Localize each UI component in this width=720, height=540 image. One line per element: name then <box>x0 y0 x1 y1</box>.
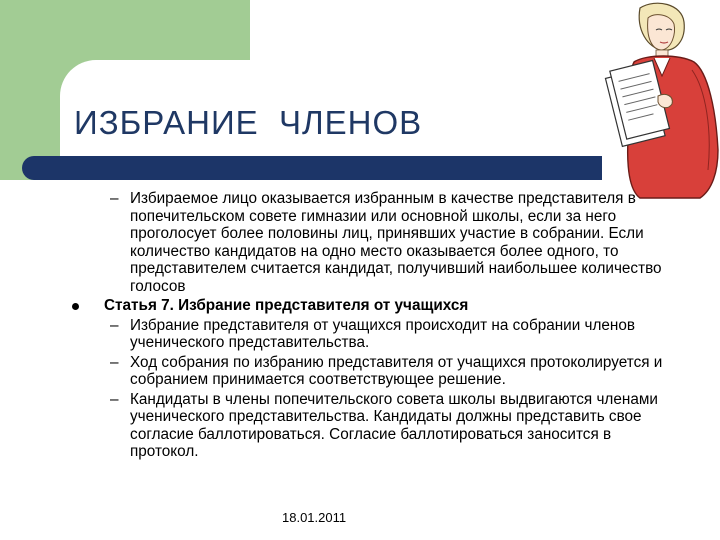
list-item <box>70 354 670 389</box>
dash-bullet-icon: – <box>110 353 119 371</box>
slide-content <box>70 190 670 461</box>
dash-bullet-icon: – <box>110 390 119 408</box>
title-underline-bar <box>22 156 602 180</box>
article-heading-text: Статья 7. Избрание представителя от учащихся <box>104 297 469 314</box>
list-item-text: Кандидаты в члены попечительского совета школы выдвигаются членами ученического представительства. Кандидаты должны представить свое согласие баллотироваться. Согласие баллотироваться заносится в протокол. <box>130 390 658 460</box>
slide-title: ИЗБРАНИЕ ЧЛЕНОВ <box>74 104 423 141</box>
dash-bullet-icon: – <box>110 190 119 207</box>
list-item <box>70 317 670 352</box>
list-item-text: Избрание представителя от учащихся происходит на собрании членов ученического представительства. <box>130 316 635 351</box>
list-item-text: Избираемое лицо оказывается избранным в качестве представителя в попечительском совете гимназии или основной школы, если за него проголосует более половины лиц, принявших участие в собрании. Если количество кандидатов на одно место оказывается более одного, то представителем считается кандидат, получивший наибольшее количество голосов <box>130 190 662 295</box>
list-item-text: Ход собрания по избранию представителя от учащихся протоколируется и собранием принимается соответствующее решение. <box>130 353 663 388</box>
slide-date: 18.01.2011 <box>282 510 347 525</box>
woman-with-document-illustration-icon <box>596 0 720 205</box>
list-item <box>70 391 670 461</box>
list-item <box>70 190 670 295</box>
dash-bullet-icon: – <box>110 316 119 334</box>
round-bullet-icon <box>72 303 79 310</box>
article-heading <box>70 297 670 315</box>
